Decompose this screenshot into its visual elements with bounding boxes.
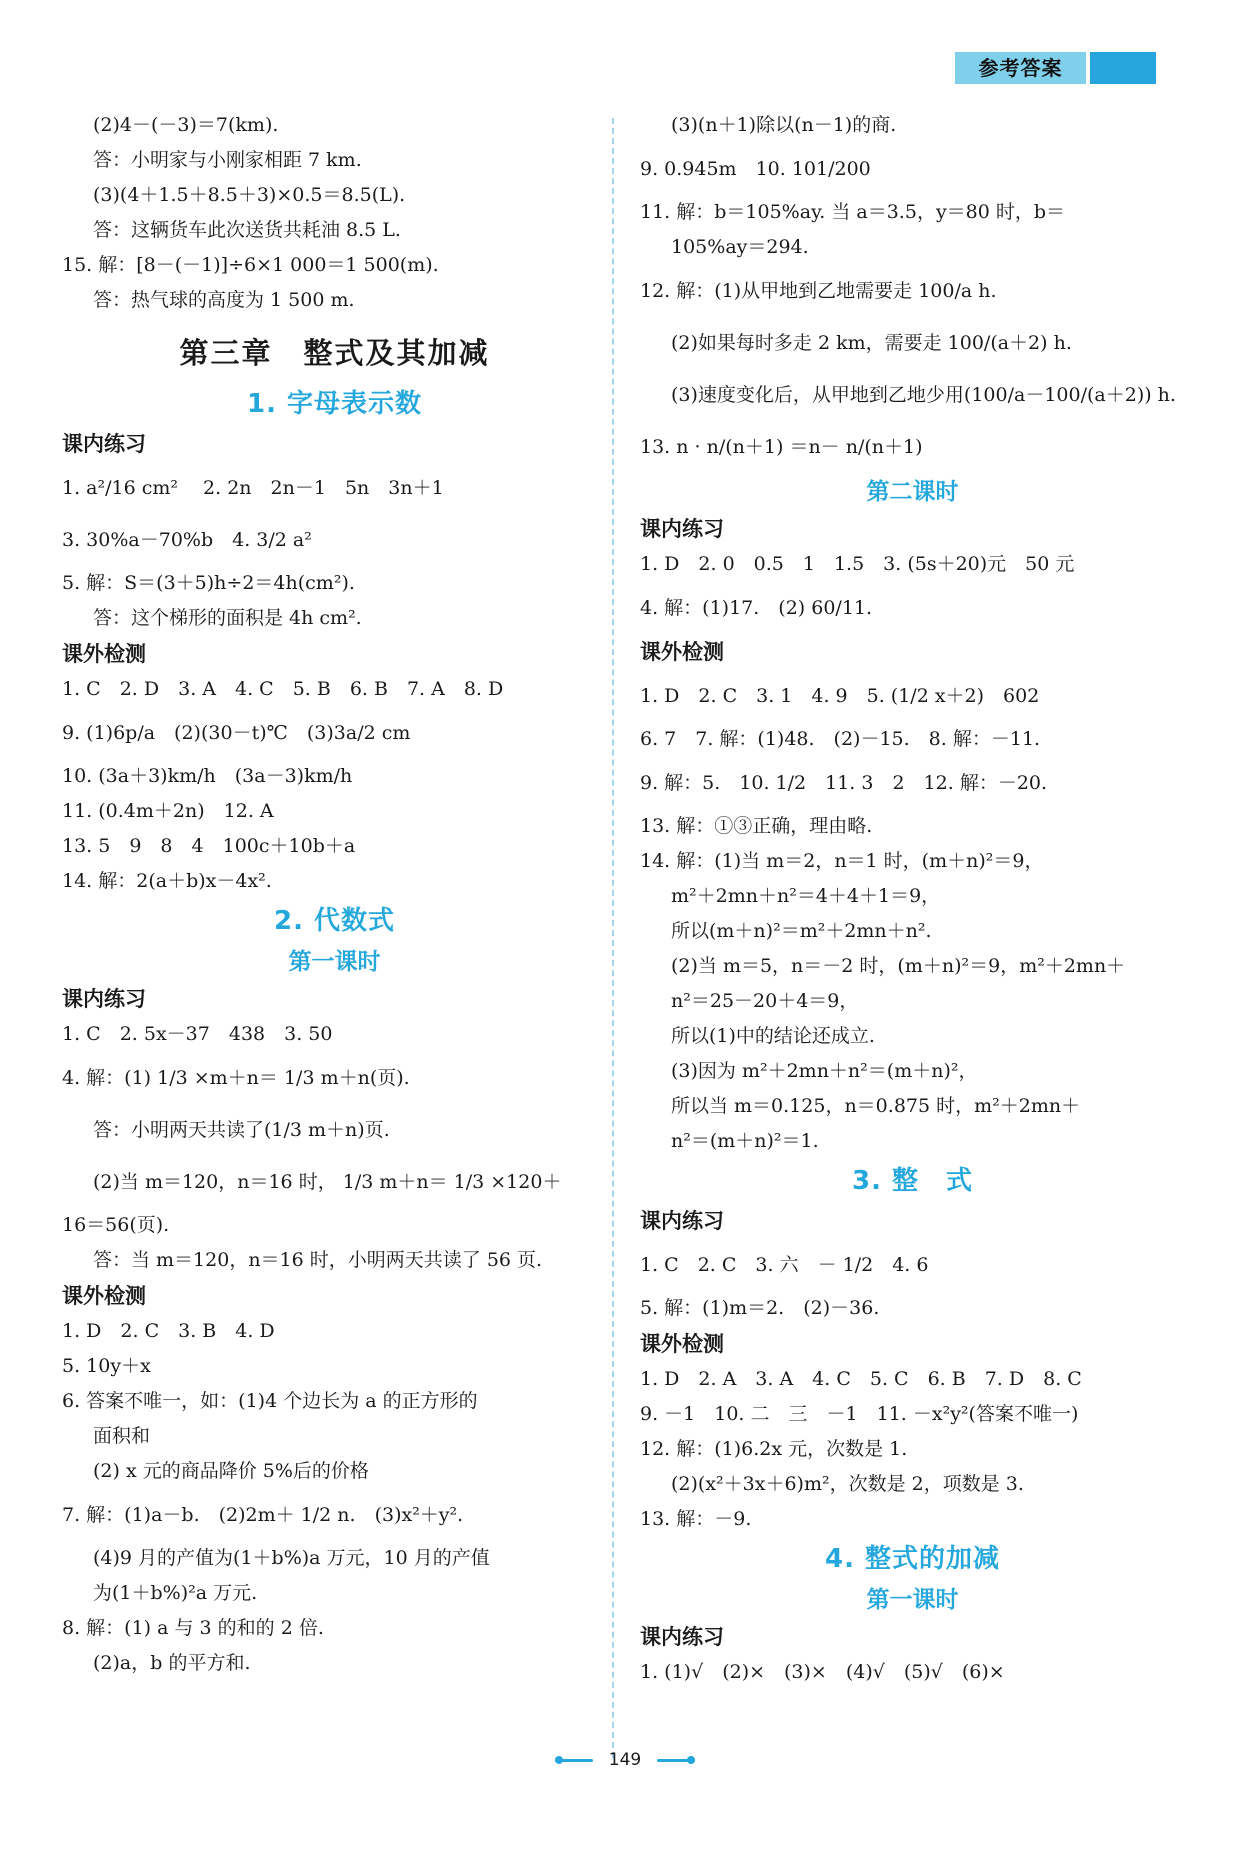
answer-line: 1. a²/16 cm² 2. 2n 2n－1 5n 3n＋1	[62, 477, 444, 499]
answer-line: n²＝(m＋n)²＝1.	[671, 1130, 819, 1152]
answer-line: 9. 解：5. 10. 1/2 11. 3 2 12. 解：－20.	[640, 772, 1048, 794]
answer-line: 11. 解：b＝105%ay. 当 a＝3.5，y＝80 时，b＝	[640, 201, 1066, 223]
answer-line: (2)当 m＝5，n＝－2 时，(m＋n)²＝9，m²＋2mn＋	[671, 955, 1126, 977]
answer-line: 13. 解：①③正确，理由略.	[640, 815, 873, 837]
answer-line: 所以(m＋n)²＝m²＋2mn＋n².	[671, 920, 932, 942]
answer-line: 5. 解：(1)m＝2. (2)－36.	[640, 1297, 880, 1319]
answer-line: 9. －1 10. 二 三 －1 11. －x²y²(答案不唯一)	[640, 1403, 1079, 1425]
page-footer	[0, 1750, 1250, 1770]
answer-line: 4. 解：(1) 1/3 ×m＋n＝ 1/3 m＋n(页).	[62, 1067, 410, 1089]
section-heading: 课内练习	[640, 1209, 724, 1233]
answer-line: (3)因为 m²＋2mn＋n²＝(m＋n)²，	[671, 1060, 978, 1082]
answer-line: 105%ay＝294.	[671, 236, 809, 258]
answer-line: n²＝25－20＋4＝9，	[671, 990, 859, 1012]
answer-line: 14. 解：2(a＋b)x－4x².	[62, 870, 272, 892]
answer-line: 答：小明家与小刚家相距 7 km.	[93, 149, 362, 171]
answer-line: 为(1＋b%)²a 万元.	[93, 1582, 258, 1604]
answer-line: 4. 解：(1)17. (2) 60/11.	[640, 597, 873, 619]
answer-line: 9. 0.945m 10. 101/200	[640, 158, 871, 180]
answer-line: 1. D 2. C 3. B 4. D	[62, 1320, 275, 1342]
answer-line: 13. 解：－9.	[640, 1508, 752, 1530]
answer-key-tab: 参考答案	[955, 52, 1086, 84]
answer-line: 答：这个梯形的面积是 4h cm².	[93, 607, 362, 629]
answer-line: 1. C 2. D 3. A 4. C 5. B 6. B 7. A 8. D	[62, 678, 504, 700]
chapter-title: 第三章 整式及其加减	[179, 336, 490, 370]
answer-line: 10. (3a＋3)km/h (3a－3)km/h	[62, 765, 353, 787]
lesson-title: 3. 整 式	[851, 1166, 974, 1196]
answer-line: m²＋2mn＋n²＝4＋4＋1＝9，	[671, 885, 941, 907]
section-heading: 课内练习	[640, 1625, 724, 1649]
answer-line: 答：热气球的高度为 1 500 m.	[93, 289, 355, 311]
answer-line: (2)如果每时多走 2 km，需要走 100/(a＋2) h.	[671, 332, 1072, 354]
answer-line: 面积和	[93, 1425, 151, 1447]
page-number: 149	[608, 1750, 642, 1770]
column-divider	[612, 118, 614, 1758]
answer-line: 16＝56(页).	[62, 1214, 170, 1236]
lesson-title: 4. 整式的加减	[824, 1544, 1001, 1574]
answer-line: (2)当 m＝120，n＝16 时， 1/3 m＋n＝ 1/3 ×120＋	[93, 1171, 562, 1193]
answer-line: 答：小明两天共读了(1/3 m＋n)页.	[93, 1119, 390, 1141]
answer-line: 1. D 2. 0 0.5 1 1.5 3. (5s＋20)元 50 元	[640, 553, 1075, 575]
answer-line: (2)4－(－3)＝7(km).	[93, 114, 279, 136]
answer-line: 9. (1)6p/a (2)(30－t)℃ (3)3a/2 cm	[62, 722, 411, 744]
answer-line: (3)(4＋1.5＋8.5＋3)×0.5＝8.5(L).	[93, 184, 406, 206]
answer-line: (2)(x²＋3x＋6)m²，次数是 2，项数是 3.	[671, 1473, 1024, 1495]
answer-line: 1. D 2. A 3. A 4. C 5. C 6. B 7. D 8. C	[640, 1368, 1082, 1390]
section-heading: 课内练习	[640, 517, 724, 541]
section-heading: 课内练习	[62, 987, 146, 1011]
answer-line: 5. 解：S＝(3＋5)h÷2＝4h(cm²).	[62, 572, 355, 594]
section-heading: 课内练习	[62, 432, 146, 456]
answer-line: 答：当 m＝120，n＝16 时，小明两天共读了 56 页.	[93, 1249, 543, 1271]
footer-right-decoration	[657, 1759, 695, 1762]
answer-line: 所以当 m＝0.125，n＝0.875 时，m²＋2mn＋	[671, 1095, 1081, 1117]
section-heading: 课外检测	[62, 1284, 146, 1308]
answer-line: 13. n · n/(n＋1) ＝n－ n/(n＋1)	[640, 436, 923, 458]
answer-line: 11. (0.4m＋2n) 12. A	[62, 800, 274, 822]
answer-line: 1. (1)√ (2)× (3)× (4)√ (5)√ (6)×	[640, 1661, 1005, 1683]
lesson-title: 2. 代数式	[273, 906, 396, 936]
section-heading: 课外检测	[62, 642, 146, 666]
header-accent-block	[1090, 52, 1156, 84]
answer-line: (4)9 月的产值为(1＋b%)a 万元，10 月的产值	[93, 1547, 490, 1569]
section-heading: 课外检测	[640, 640, 724, 664]
answer-line: 13. 5 9 8 4 100c＋10b＋a	[62, 835, 356, 857]
lesson-title: 1. 字母表示数	[246, 389, 423, 419]
answer-line: (3)(n＋1)除以(n－1)的商.	[671, 114, 897, 136]
answer-line: (2)a，b 的平方和.	[93, 1652, 251, 1674]
footer-left-decoration	[555, 1759, 593, 1762]
answer-line: 1. D 2. C 3. 1 4. 9 5. (1/2 x＋2) 602	[640, 685, 1040, 707]
answer-line: 12. 解：(1)6.2x 元，次数是 1.	[640, 1438, 908, 1460]
answer-line: 8. 解：(1) a 与 3 的和的 2 倍.	[62, 1617, 324, 1639]
answer-line: 6. 答案不唯一，如：(1)4 个边长为 a 的正方形的	[62, 1390, 478, 1412]
answer-line: 3. 30%a－70%b 4. 3/2 a²	[62, 529, 312, 551]
answer-line: 14. 解：(1)当 m＝2，n＝1 时，(m＋n)²＝9，	[640, 850, 1044, 872]
sub-lesson-title: 第一课时	[866, 1587, 959, 1613]
answer-line: 12. 解：(1)从甲地到乙地需要走 100/a h.	[640, 280, 997, 302]
answer-line: 7. 解：(1)a－b. (2)2m＋ 1/2 n. (3)x²＋y².	[62, 1504, 464, 1526]
answer-line: 5. 10y＋x	[62, 1355, 151, 1377]
answer-line: (2) x 元的商品降价 5%后的价格	[93, 1460, 369, 1482]
answer-line: 6. 7 7. 解：(1)48. (2)－15. 8. 解：－11.	[640, 728, 1041, 750]
section-heading: 课外检测	[640, 1332, 724, 1356]
answer-line: 答：这辆货车此次送货共耗油 8.5 L.	[93, 219, 401, 241]
answer-line: 1. C 2. 5x－37 438 3. 50	[62, 1023, 333, 1045]
right-column	[640, 108, 1185, 1690]
answer-line: 1. C 2. C 3. 六 － 1/2 4. 6	[640, 1254, 929, 1276]
left-column	[62, 108, 607, 1681]
answer-line: 15. 解：[8－(－1)]÷6×1 000＝1 500(m).	[62, 254, 439, 276]
sub-lesson-title: 第二课时	[866, 479, 959, 505]
sub-lesson-title: 第一课时	[288, 949, 381, 975]
answer-line: (3)速度变化后，从甲地到乙地少用(100/a－100/(a＋2)) h.	[671, 384, 1176, 406]
answer-line: 所以(1)中的结论还成立.	[671, 1025, 875, 1047]
